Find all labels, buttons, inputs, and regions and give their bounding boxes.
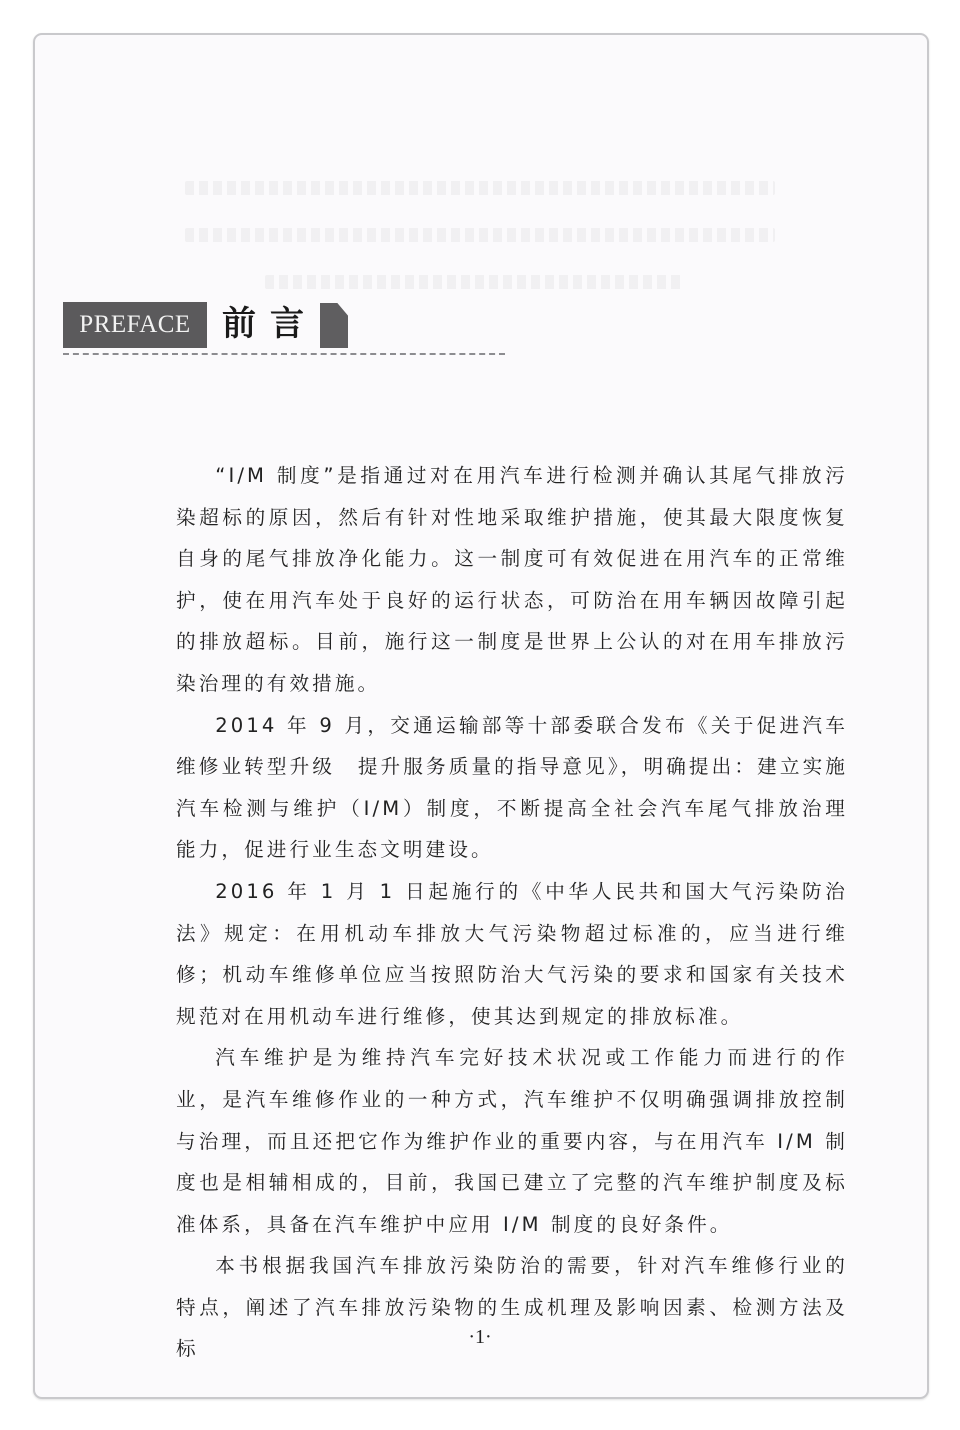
show-through-bleed [265,275,685,289]
paragraph: 2016 年 1 月 1 日起施行的《中华人民共和国大气污染防治法》规定：在用机动车排放大气污染物超过标准的，应当进行维修；机动车维修单位应当按照防治大气污染的要求和国家有关技术规范对在用机动车进行维修，使其达到规定的排放标准。 [176,879,848,1028]
paragraph: 汽车维护是为维持汽车完好技术状况或工作能力而进行的作业，是汽车维修作业的一种方式，汽车维护不仅明确强调排放控制与治理，而且还把它作为维护作业的重要内容，与在用汽车 I/M 制度也是相辅相成的，目前，我国已建立了完整的汽车维护制度及标准体系，具备在汽车维护中应用 I/M 制度的良好条件。 [176,1046,848,1236]
preface-title: 前言 [222,304,318,344]
show-through-bleed [185,181,775,195]
paragraph: 本书根据我国汽车排放污染防治的需要，针对汽车维修行业的特点，阐述了汽车排放污染物的生成机理及影响因素、检测方法及标 [176,1254,848,1361]
paragraph: “I/M 制度”是指通过对在用汽车进行检测并确认其尾气排放污染超标的原因，然后有针对性地采取维护措施，使其最大限度恢复自身的尾气排放净化能力。这一制度可有效促进在用汽车的正常维护，使在用汽车处于良好的运行状态，可防治在用车辆因故障引起的排放超标。目前，施行这一制度是世界上公认的对在用车排放污染治理的有效措施。 [176,464,848,695]
preface-body [176,455,848,1370]
paragraph: 2014 年 9 月，交通运输部等十部委联合发布《关于促进汽车维修业转型升级 提升服务质量的指导意见》，明确提出：建立实施汽车检测与维护（I/M）制度，不断提高全社会汽车尾气排放治理能力，促进行业生态文明建设。 [176,713,848,862]
page-number: ·1· [468,1326,492,1348]
heading-divider [63,353,505,355]
preface-label: PREFACE [63,302,207,348]
show-through-bleed [185,228,775,242]
